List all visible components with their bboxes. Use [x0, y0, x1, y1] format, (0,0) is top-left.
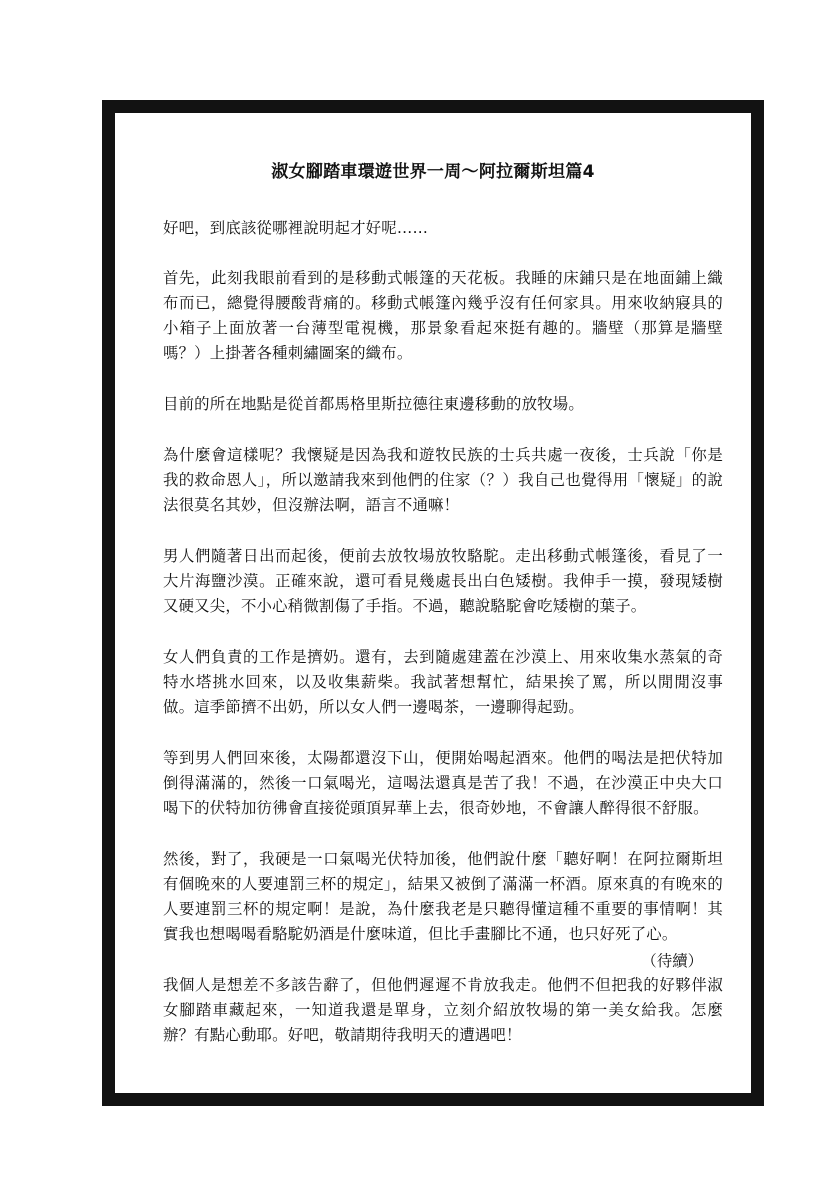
article-body — [163, 216, 723, 1074]
paragraph-vodka: 等到男人們回來後，太陽都還沒下山，便開始喝起酒來。他們的喝法是把伏特加倒得滿滿的，然後一口氣喝光，這喝法還真是苦了我！不過，在沙漠正中央大口喝下的伏特加彷彿會直接從頭頂昇華上去，很奇妙地，不會讓人醉得很不舒服。 — [163, 749, 723, 817]
paragraph-tent-description: 首先，此刻我眼前看到的是移動式帳篷的天花板。我睡的床鋪只是在地面鋪上織布而已，總覺得腰酸背痛的。移動式帳篷內幾乎沒有任何家具。用來收納寢具的小箱子上面放著一台薄型電視機，那景象看起來挺有趣的。牆壁（那算是牆壁嗎？）上掛著各種刺繡圖案的織布。 — [163, 269, 723, 362]
paragraph-women-work: 女人們負責的工作是擠奶。還有，去到隨處建蓋在沙漠上、用來收集水蒸氣的奇特水塔挑水回來，以及收集薪柴。我試著想幫忙，結果挨了罵，所以閒閒沒事做。這季節擠不出奶，所以女人們一邊喝茶，一邊聊得起勁。 — [163, 648, 723, 716]
page-frame — [102, 100, 764, 1106]
paragraph-intro: 好吧，到底該從哪裡說明起才好呢…… — [163, 219, 429, 237]
article-title: 淑女腳踏車環遊世界一周～阿拉爾斯坦篇4 — [271, 162, 595, 182]
to-be-continued: （待續） — [641, 952, 703, 970]
paragraph-men-herding: 男人們隨著日出而起後，便前去放牧場放牧駱駝。走出移動式帳篷後，看見了一大片海鹽沙漠。正確來說，還可看見幾處長出白色矮樹。我伸手一摸，發現矮樹又硬又尖，不小心稍微割傷了手指。不過，聽說駱駝會吃矮樹的葉子。 — [163, 547, 723, 615]
paragraph-leaving: 我個人是想差不多該告辭了，但他們遲遲不肯放我走。他們不但把我的好夥伴淑女腳踏車藏起來，一知道我還是單身，立刻介紹放牧場的第一美女給我。怎麼辦？有點心動耶。好吧，敬請期待我明天的遭遇吧！ — [163, 976, 723, 1044]
paragraph-location: 目前的所在地點是從首都馬格里斯拉德往東邊移動的放牧場。 — [163, 395, 584, 413]
paragraph-late-penalty: 然後，對了，我硬是一口氣喝光伏特加後，他們說什麼「聽好啊！在阿拉爾斯坦有個晚來的人要連罰三杯的規定」，結果又被倒了滿滿一杯酒。原來真的有晚來的人要連罰三杯的規定啊！是說，為什麼我老是只聽得懂這種不重要的事情啊！其實我也想喝喝看駱駝奶酒是什麼味道，但比手畫腳比不通，也只好死了心。 — [163, 850, 723, 943]
paragraph-reason: 為什麼會這樣呢？我懷疑是因為我和遊牧民族的士兵共處一夜後，士兵說「你是我的救命恩人」，所以邀請我來到他們的住家（？）我自己也覺得用「懷疑」的說法很莫名其妙，但沒辦法啊，語言不通嘛！ — [163, 446, 723, 514]
